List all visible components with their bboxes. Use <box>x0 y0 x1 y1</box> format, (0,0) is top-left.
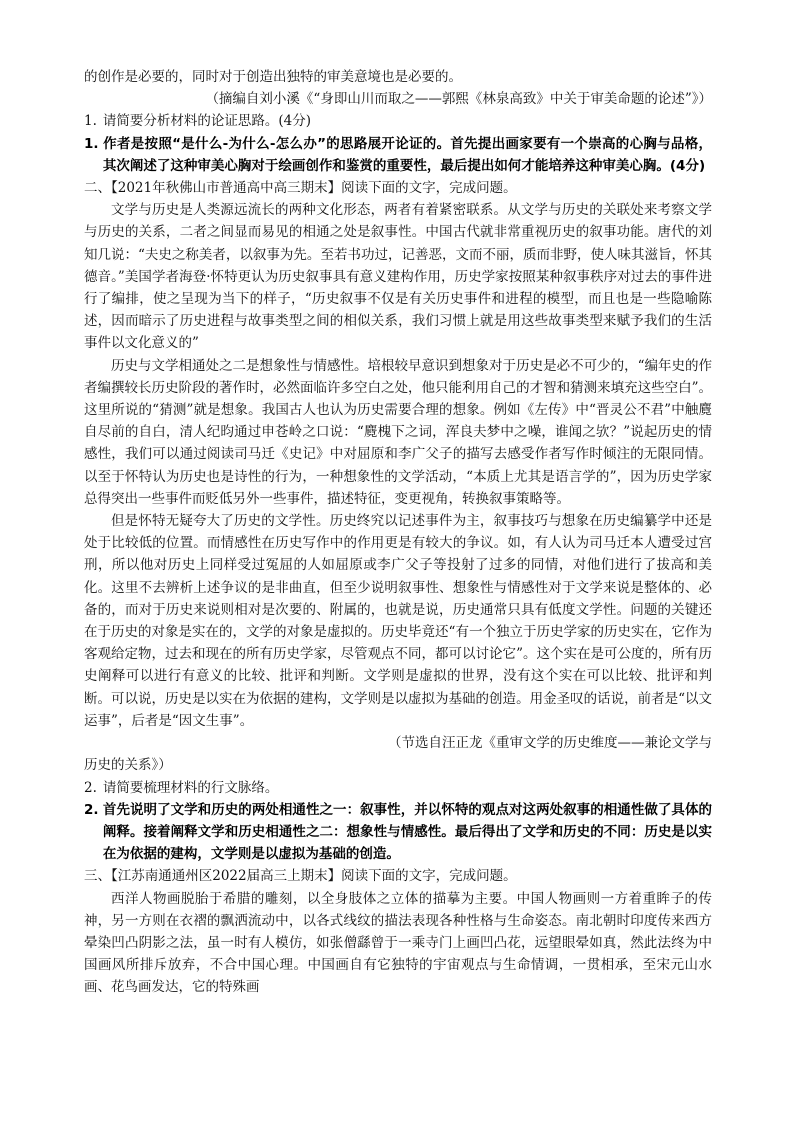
source-citation <box>84 732 712 754</box>
source-citation-text: （摘编自刘小溪《“身即山川而取之——郭熙《林泉高致》中关于审美命题的论述”》） <box>205 91 712 108</box>
source-citation-text: （节选自汪正龙《重审文学的历史维度——兼论文学与 <box>388 735 712 752</box>
question <box>84 110 712 132</box>
section-heading <box>84 865 712 887</box>
question <box>84 777 712 799</box>
text-line-text: 历史的关系》） <box>84 757 172 774</box>
paragraph <box>84 510 712 732</box>
paragraph <box>84 355 712 510</box>
question-number: 2. <box>84 779 97 796</box>
answer <box>84 799 712 866</box>
paragraph-text: 文学与历史是人类源远流长的两种文化形态，两者有着紧密联系。从文学与历史的关联处来考察文学与历史的关系，二者之间显而易见的相通之处是叙事性。中国古代就非常重视历史的叙事功能。唐代的刘知几说：“夫史之称美者，以叙事为先。至若书功过，记善恶，文而不丽，质而非野，使人味其滋旨，怀其德音。”美国学者海登·怀特更认为历史叙事具有意义建构作用，历史学家按照某种叙事秩序对过去的事件进行了编排，使之呈现为当下的样子，“历史叙事不仅是有关历史事件和进程的模型，而且也是一些隐喻陈述，因而暗示了历史进程与故事类型之间的相似关系，我们习惯上就是用这些故事类型来赋予我们的生活事件以文化意义的” <box>84 202 712 352</box>
paragraph-text: 历史与文学相通处之二是想象性与情感性。培根较早意识到想象对于历史是必不可少的，“编年史的作者编撰较长历史阶段的著作时，必然面临许多空白之处，他只能利用自己的才智和猜测来填充这些空白”。这里所说的“猜测”就是想象。我国古人也认为历史需要合理的想象。例如《左传》中“晋灵公不君”中触麑自尽前的自白，清人纪昀通过申苍岭之口说：“麑槐下之词，浑良夫梦中之噪，谁闻之欤？”说起历史的情感性，我们可以通过阅读司马迁《史记》中对屈原和李广父子的描写去感受作者写作时倾注的无限同情。以至于怀特认为历史也是诗性的行为，一种想象性的文学活动，“本质上尤其是语言学的”，因为历史学家总得突出一些事件而贬低另外一些事件，描述特征，变更视角，转换叙事策略等。 <box>84 357 712 507</box>
answer-text: 首先说明了文学和历史的两处相通性之一：叙事性，并以怀特的观点对这两处叙事的相通性做了具体的阐释。接着阐释文学和历史相通性之二：想象性与情感性。最后得出了文学和历史的不同：历史是以实在为依据的建构，文学则是以虚拟为基础的创造。 <box>102 801 712 863</box>
question-text: 请简要梳理材料的行文脉络。 <box>102 779 279 796</box>
answer-number: 2. <box>84 801 99 818</box>
section-heading <box>84 177 712 199</box>
text-line <box>84 754 712 776</box>
paragraph <box>84 888 712 999</box>
answer-text: 作者是按照“是什么-为什么-怎么办”的思路展开论证的。首先提出画家要有一个崇高的心胸与品格，其次阐述了这种审美心胸对于绘画创作和鉴赏的重要性，最后提出如何才能培养这种审美心胸。(4分) <box>102 135 712 174</box>
answer-number: 1. <box>84 135 99 152</box>
question-number: 1. <box>84 113 97 130</box>
answer <box>84 133 712 177</box>
paragraph <box>84 199 712 354</box>
text-line-text: 的创作是必要的，同时对于创造出独特的审美意境也是必要的。 <box>84 69 462 85</box>
document-page <box>84 66 712 999</box>
text-line <box>84 66 712 88</box>
section-heading-text: 二、【2021年秋佛山市普通高中高三期末】阅读下面的文字，完成问题。 <box>84 180 517 197</box>
paragraph-text: 但是怀特无疑夸大了历史的文学性。历史终究以记述事件为主，叙事技巧与想象在历史编纂学中还是处于比较低的位置。而情感性在历史写作中的作用更是有较大的争议。如，有人认为司马迁本人遭受过宫刑，所以他对历史上同样受过冤屈的人如屈原或李广父子等投射了过多的同情，对他们进行了拔高和美化。这里不去辨析上述争议的是非曲直，但至少说明叙事性、想象性与情感性对于文学来说是整体的、必备的，而对于历史来说则相对是次要的、附属的，也就是说，历史通常只具有低度文学性。问题的关键还在于历史的对象是实在的，文学的对象是虚拟的。历史毕竟还“有一个独立于历史学家的历史实在，它作为客观给定物，过去和现在的所有历史学家，尽管观点不同，都可以讨论它”。这个实在是可公度的，所有历史阐释可以进行有意义的比较、批评和判断。文学则是虚拟的世界，没有这个实在可以比较、批评和判断。可以说，历史是以实在为依据的建构，文学则是以虚拟为基础的创造。用金圣叹的话说，前者是“以文运事”，后者是“因文生事”。 <box>84 513 712 729</box>
question-text: 请简要分析材料的论证思路。(4分) <box>102 113 312 130</box>
paragraph-text: 西洋人物画脱胎于希腊的雕刻，以全身肢体之立体的描摹为主要。中国人物画则一方着重眸子的传神，另一方则在衣褶的飘洒流动中，以各式线纹的描法表现各种性格与生命姿态。南北朝时印度传来西方晕染凹凸阴影之法，虽一时有人模仿，如张僧繇曾于一乘寺门上画凹凸花，远望眼晕如真，然此法终为中国画风所排斥放弃，不合中国心理。中国画自有它独特的宇宙观点与生命情调，一贯相承，至宋元山水画、花鸟画发达，它的特殊画 <box>84 890 712 996</box>
source-citation <box>84 88 712 110</box>
section-heading-text: 三、【江苏南通通州区2022届高三上期末】阅读下面的文字，完成问题。 <box>84 868 517 885</box>
